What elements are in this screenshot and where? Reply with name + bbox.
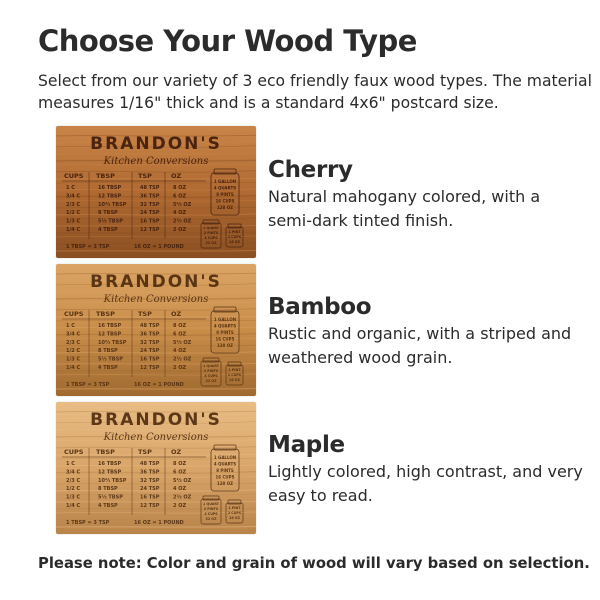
table-cell: 1/4 C [66,227,81,233]
table-cell: 1/2 C [66,210,81,217]
jar-label: 4 QUARTS [213,461,237,467]
table-cell: 5⅓ TBSP [98,494,123,501]
footer-conversion: 1 TBSP = 3 TSP [66,520,110,526]
engraved-title: BRANDON'S [90,134,222,154]
table-cell: 8 OZ [173,323,187,329]
table-cell: 1 C [66,461,75,467]
table-cell: 3/4 C [66,193,81,200]
table-cell: 1/3 C [66,218,81,225]
jar-label: 1 GALLON [213,455,237,460]
jar-label: 2 CUPS [227,235,242,239]
table-header: OZ [171,310,182,318]
wood-option-bamboo [268,294,588,370]
table-header: CUPS [64,172,84,180]
table-header: TSP [138,448,152,456]
wood-option-cherry [268,157,588,233]
intro-text: Select from our variety of 3 eco friendly faux wood types. The material measures 1/16" thick and is a standard 4x6" postcard size. [38,72,592,112]
table-cell: 2 OZ [173,365,187,371]
table-cell: 2⅔ OZ [173,356,192,363]
table-cell: 2/3 C [66,477,81,484]
table-cell: 8 TBSP [98,210,118,217]
jar-label: 1 GALLON [213,317,237,322]
table-cell: 48 TSP [140,323,160,329]
jar-label: 8 PINTS [216,330,234,335]
table-cell: 5⅓ TBSP [98,356,123,363]
selection-note: Please note: Color and grain of wood will vary based on selection. [38,555,590,572]
table-cell: 4 OZ [173,348,187,355]
table-cell: 4 OZ [173,210,187,217]
wood-description: Rustic and organic, with a striped and weathered wood grain. [268,324,572,367]
table-cell: 12 TBSP [98,193,122,200]
jar-label: 1 QUART [202,226,220,230]
table-header: TSP [138,172,152,180]
jar-label: 32 OZ [205,241,217,245]
footer-conversion: 16 OZ = 1 POUND [134,520,184,526]
table-header: TBSP [96,448,115,456]
table-cell: 8 OZ [173,185,187,191]
jar-label: 16 OZ [229,240,240,244]
table-cell: 2/3 C [66,339,81,346]
table-cell: 4 TBSP [98,503,118,509]
table-header: TBSP [96,310,115,318]
table-cell: 12 TBSP [98,469,122,476]
table-cell: 6 OZ [173,331,187,338]
table-cell: 10⅔ TBSP [98,477,127,484]
table-cell: 8 OZ [173,461,187,467]
table-cell: 48 TSP [140,185,160,191]
table-cell: 32 TSP [140,201,160,208]
table-cell: 32 TSP [140,477,160,484]
table-cell: 48 TSP [140,461,160,467]
jar-label: 32 OZ [205,517,217,521]
jar-label: 128 OZ [216,481,234,486]
footer-conversion: 1 TBSP = 3 TSP [66,382,110,388]
jar-label: 16 CUPS [215,474,235,480]
jar-label: 4 QUARTS [213,323,237,329]
table-cell: 16 TSP [140,356,160,363]
table-cell: 16 TBSP [98,323,122,329]
jar-label: 16 CUPS [215,336,235,342]
table-cell: 2 OZ [173,503,187,509]
wood-sample-maple[interactable] [56,402,256,534]
jar-label: 1 PINT [228,230,241,234]
table-cell: 2⅔ OZ [173,494,192,501]
wood-sample-image [56,126,256,258]
table-cell: 2⅔ OZ [173,218,192,225]
table-cell: 1/4 C [66,365,81,371]
table-header: TBSP [96,172,115,180]
table-cell: 24 TSP [140,348,160,355]
wood-name: Bamboo [268,294,372,320]
wood-description: Lightly colored, high contrast, and very easy to read. [268,462,583,505]
jar-label: 2 CUPS [227,373,242,377]
jar-label: 8 PINTS [216,192,234,197]
table-cell: 1/3 C [66,494,81,501]
table-cell: 36 TSP [140,331,160,338]
jar-label: 128 OZ [216,343,234,348]
jar-label: 2 PINTS [203,507,219,511]
table-cell: 8 TBSP [98,348,118,355]
footer-conversion: 16 OZ = 1 POUND [134,244,184,250]
table-header: CUPS [64,448,84,456]
table-cell: 12 TSP [140,365,160,371]
table-cell: 12 TSP [140,503,160,509]
table-cell: 36 TSP [140,193,160,200]
jar-label: 16 OZ [229,378,240,382]
jar-label: 16 CUPS [215,198,235,204]
table-cell: 4 TBSP [98,365,118,371]
wood-sample-image [56,402,256,534]
table-cell: 24 TSP [140,486,160,493]
wood-sample-bamboo[interactable] [56,264,256,396]
jar-label: 2 PINTS [203,369,219,373]
engraved-title: BRANDON'S [90,410,222,430]
jar-label: 32 OZ [205,379,217,383]
table-cell: 2/3 C [66,201,81,208]
jar-label: 16 OZ [229,516,240,520]
table-cell: 12 TSP [140,227,160,233]
jar-label: 1 GALLON [213,179,237,184]
table-cell: 1/2 C [66,348,81,355]
engraved-title: BRANDON'S [90,272,222,292]
table-cell: 16 TSP [140,218,160,225]
jar-label: 2 PINTS [203,231,219,235]
table-cell: 1/3 C [66,356,81,363]
wood-sample-cherry[interactable] [56,126,256,258]
wood-name: Cherry [268,157,353,183]
footer-conversion: 1 TBSP = 3 TSP [66,244,110,250]
table-cell: 6 OZ [173,193,187,200]
table-cell: 5⅓ OZ [173,201,192,208]
engraved-subtitle: Kitchen Conversions [103,294,209,305]
table-cell: 16 TBSP [98,461,122,467]
table-cell: 1/4 C [66,503,81,509]
table-cell: 1 C [66,185,75,191]
table-cell: 8 TBSP [98,486,118,493]
jar-label: 2 CUPS [227,511,242,515]
table-cell: 12 TBSP [98,331,122,338]
wood-sample-image [56,264,256,396]
jar-label: 1 PINT [228,506,241,510]
table-cell: 16 TSP [140,494,160,501]
table-header: OZ [171,448,182,456]
table-header: OZ [171,172,182,180]
engraved-subtitle: Kitchen Conversions [103,156,209,167]
table-cell: 5⅓ TBSP [98,218,123,225]
table-cell: 36 TSP [140,469,160,476]
table-header: CUPS [64,310,84,318]
wood-name: Maple [268,432,345,458]
jar-label: 4 CUPS [204,374,218,378]
jar-label: 1 QUART [202,364,220,368]
jar-label: 4 CUPS [204,236,218,240]
table-cell: 1/2 C [66,486,81,493]
table-cell: 10⅔ TBSP [98,339,127,346]
table-header: TSP [138,310,152,318]
wood-option-maple [268,432,588,508]
table-cell: 10⅔ TBSP [98,201,127,208]
wood-description: Natural mahogany colored, with a semi-dark tinted finish. [268,187,541,230]
table-cell: 4 TBSP [98,227,118,233]
table-cell: 3/4 C [66,331,81,338]
jar-label: 128 OZ [216,205,234,210]
footer-conversion: 16 OZ = 1 POUND [134,382,184,388]
jar-label: 1 PINT [228,368,241,372]
jar-label: 4 CUPS [204,512,218,516]
table-cell: 5⅓ OZ [173,477,192,484]
jar-label: 4 QUARTS [213,185,237,191]
table-cell: 6 OZ [173,469,187,476]
jar-label: 8 PINTS [216,468,234,473]
table-cell: 2 OZ [173,227,187,233]
page-heading: Choose Your Wood Type [38,24,417,58]
table-cell: 32 TSP [140,339,160,346]
table-cell: 3/4 C [66,469,81,476]
engraved-subtitle: Kitchen Conversions [103,432,209,443]
table-cell: 4 OZ [173,486,187,493]
table-cell: 16 TBSP [98,185,122,191]
table-cell: 24 TSP [140,210,160,217]
table-cell: 1 C [66,323,75,329]
jar-label: 1 QUART [202,502,220,506]
table-cell: 5⅓ OZ [173,339,192,346]
